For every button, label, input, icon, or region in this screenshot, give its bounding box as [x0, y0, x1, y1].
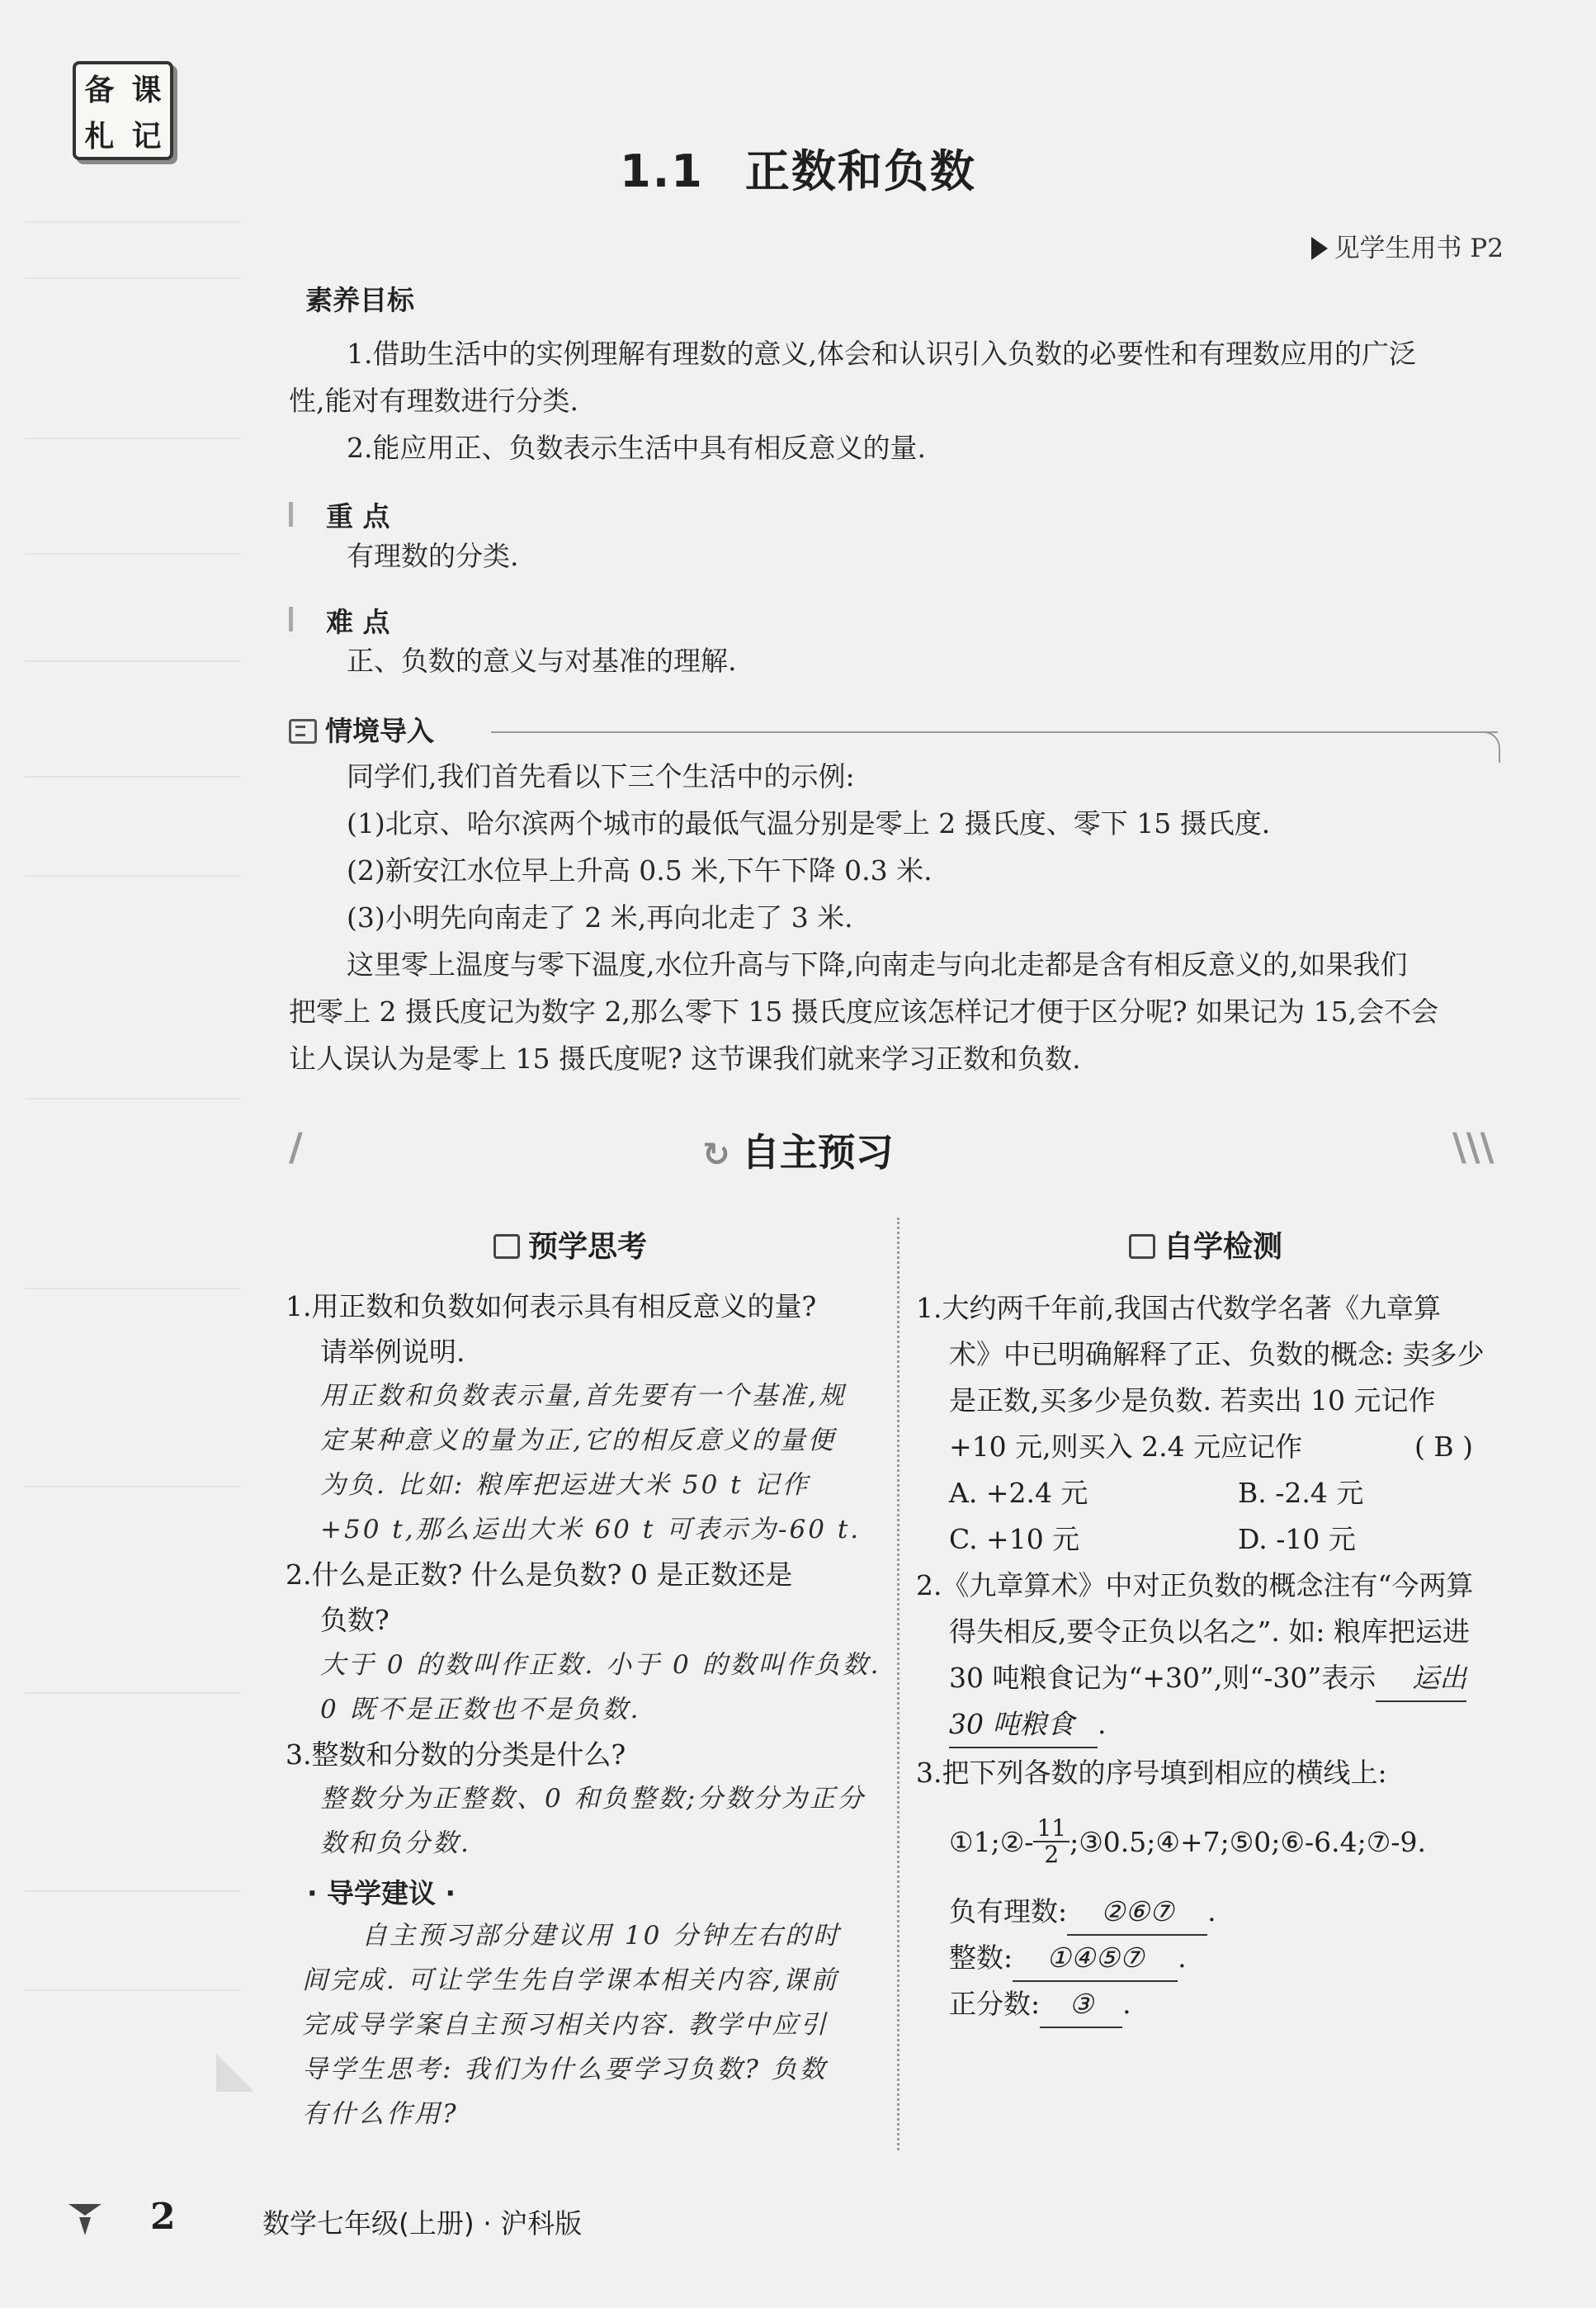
banner-text: 自主预习 — [741, 1130, 894, 1175]
left-q2-line-1: 2.什么是正数? 什么是负数? 0 是正数还是 — [286, 1558, 793, 1591]
left-q1-line-1: 1.用正数和负数如何表示具有相反意义的量? — [286, 1290, 817, 1322]
numbers-part-1: ①1;②- — [949, 1825, 1034, 1858]
context-example-1: (1)北京、哈尔滨两个城市的最低气温分别是零上 2 摄氏度、零下 15 摄氏度. — [347, 807, 1271, 839]
advice-line-1: 自主预习部分建议用 10 分钟左右的时 — [361, 1921, 842, 1951]
context-paragraph-line-3: 让人误认为是零上 15 摄氏度呢? 这节课我们就来学习正数和负数. — [289, 1043, 1081, 1075]
right-q1-line-1: 1.大约两千年前,我国古代数学名著《九章算 — [916, 1292, 1441, 1324]
left-heading-text: 预学思考 — [528, 1230, 648, 1264]
fraction — [1033, 1816, 1070, 1867]
margin-rule — [25, 1098, 241, 1100]
right-q1-line-2: 术》中已明确解释了正、负数的概念: 卖多少 — [949, 1338, 1485, 1370]
page-number: 2 — [150, 2196, 176, 2238]
student-book-reference — [1311, 227, 1504, 264]
margin-rule — [25, 1692, 241, 1694]
option-c: C. +10 元 — [949, 1523, 1080, 1555]
key-point-text: 有理数的分类. — [347, 540, 519, 572]
right-q1-line-3: 是正数,买多少是负数. 若卖出 10 元记作 — [949, 1384, 1436, 1416]
right-q2-line-4: 30 吨粮食 . — [949, 1701, 1107, 1748]
self-preview-banner — [0, 1123, 1596, 1177]
notebook-icon — [493, 1234, 520, 1259]
reference-text: 见学生用书 P2 — [1334, 234, 1504, 263]
context-rule-corner — [1469, 731, 1500, 763]
margin-rule — [25, 1288, 241, 1289]
context-heading — [289, 710, 434, 749]
context-paragraph-line-1: 这里零上温度与零下温度,水位升高与下降,向南走与向北走都是含有相反意义的,如果我们 — [347, 948, 1408, 981]
margin-rule — [25, 437, 241, 439]
context-example-2: (2)新安江水位早上升高 0.5 米,下午下降 0.3 米. — [347, 854, 933, 887]
difficulty-text: 正、负数的意义与对基准的理解. — [347, 645, 737, 677]
difficulty-heading: 难 点 — [326, 606, 390, 638]
left-a1-line-3: 为负. 比如: 粮库把运进大米 50 t 记作 — [320, 1470, 810, 1500]
positive-fraction-label: 正分数: — [949, 1988, 1041, 2020]
section-title: 正数和负数 — [744, 145, 976, 197]
integer-label: 整数: — [949, 1941, 1013, 1974]
right-q2-line-2: 得失相反,要令正负以名之”. 如: 粮库把运进 — [949, 1615, 1470, 1648]
number-list — [949, 1816, 1426, 1867]
left-a1-line-2: 定某种意义的量为正,它的相反意义的量便 — [320, 1426, 836, 1455]
left-a3-line-2: 数和负分数. — [320, 1828, 471, 1858]
goal-2: 2.能应用正、负数表示生活中具有相反意义的量. — [347, 432, 926, 464]
corner-decoration — [216, 2054, 254, 2092]
right-q2-line-1: 2.《九章算术》中对正负数的概念注有“今两算 — [916, 1569, 1474, 1601]
right-q2-line-3 — [949, 1655, 1466, 1702]
margin-rule — [25, 660, 241, 662]
answer-blank: 30 吨粮食 — [949, 1701, 1098, 1748]
positive-fractions-row: 正分数: ③ . — [949, 1981, 1131, 2028]
margin-rule — [25, 221, 241, 223]
advice-line-3: 完成导学案自主预习相关内容. 教学中应引 — [302, 2010, 829, 2040]
stamp-char: 课 — [131, 73, 162, 107]
left-column-heading — [493, 1223, 647, 1265]
context-example-3: (3)小明先向南走了 2 米,再向北走了 3 米. — [347, 901, 853, 934]
banner-left-slash: / — [289, 1124, 303, 1169]
answer-blank: ①④⑤⑦ — [1013, 1935, 1178, 1982]
left-q2-line-2: 负数? — [320, 1604, 390, 1636]
goal-1-line-2: 性,能对有理数进行分类. — [289, 385, 578, 417]
negative-label: 负有理数: — [949, 1895, 1068, 1927]
margin-rule — [25, 1989, 241, 1991]
right-q1-answer: ( B ) — [1414, 1431, 1473, 1463]
integers-row: 整数: ①④⑤⑦ . — [949, 1935, 1187, 1982]
context-heading-text: 情境导入 — [325, 715, 434, 747]
stamp-char: 备 — [84, 73, 115, 107]
right-column-heading — [1129, 1223, 1282, 1265]
option-a: A. +2.4 元 — [949, 1477, 1088, 1509]
play-triangle-icon — [1311, 237, 1328, 260]
left-a2-line-1: 大于 0 的数叫作正数. 小于 0 的数叫作负数. — [320, 1650, 881, 1680]
banner-right-slash: \\\ — [1452, 1124, 1494, 1169]
q2-line-3-text: 30 吨粮食记为“+30”,则“-30”表示 — [949, 1662, 1376, 1694]
section-marker — [289, 502, 293, 527]
screen-icon — [289, 719, 317, 744]
section-number: 1.1 — [620, 145, 704, 197]
page-title — [0, 136, 1596, 200]
column-divider — [897, 1218, 900, 2150]
footer-arrow-icon — [64, 2197, 106, 2239]
goals-heading: 素养目标 — [305, 284, 414, 316]
option-d: D. -10 元 — [1238, 1523, 1356, 1555]
advice-line-2: 间完成. 可让学生先自学课本相关内容,课前 — [302, 1965, 839, 1995]
left-a2-line-2: 0 既不是正数也不是负数. — [320, 1695, 641, 1724]
margin-rule — [25, 1890, 241, 1892]
study-advice-heading: · 导学建议 · — [307, 1877, 456, 1909]
margin-rule — [25, 1486, 241, 1487]
key-point-heading: 重 点 — [326, 500, 390, 532]
checklist-icon — [1129, 1234, 1155, 1259]
stamp-char: 札 — [84, 119, 115, 154]
fraction-denominator: 2 — [1044, 1841, 1060, 1868]
stamp-char: 记 — [131, 119, 162, 154]
right-heading-text: 自学检测 — [1164, 1230, 1283, 1264]
left-q3: 3.整数和分数的分类是什么? — [286, 1738, 626, 1771]
margin-rule — [25, 553, 241, 555]
advice-line-4: 导学生思考: 我们为什么要学习负数? 负数 — [302, 2055, 828, 2084]
answer-blank: ②⑥⑦ — [1067, 1889, 1207, 1936]
swirl-icon: ↻ — [702, 1136, 730, 1174]
context-intro: 同学们,我们首先看以下三个生活中的示例: — [347, 760, 855, 792]
margin-rule — [25, 277, 241, 279]
answer-blank: 运出 — [1376, 1655, 1466, 1702]
margin-rule — [25, 875, 241, 877]
left-q1-line-2: 请举例说明. — [320, 1336, 465, 1368]
book-title: 数学七年级(上册) · 沪科版 — [262, 2207, 583, 2239]
right-q1-line-4: +10 元,则买入 2.4 元应记作 — [949, 1431, 1303, 1463]
fraction-numerator: 11 — [1033, 1816, 1070, 1842]
context-rule — [491, 731, 1498, 733]
left-a3-line-1: 整数分为正整数、0 和负整数;分数分为正分 — [320, 1784, 866, 1814]
right-q3: 3.把下列各数的序号填到相应的横线上: — [916, 1757, 1387, 1789]
advice-line-5: 有什么作用? — [302, 2099, 459, 2129]
left-a1-line-4: +50 t,那么运出大米 60 t 可表示为-60 t. — [320, 1515, 862, 1544]
left-a1-line-1: 用正数和负数表示量,首先要有一个基准,规 — [320, 1381, 847, 1411]
margin-rule — [25, 776, 241, 778]
option-b: B. -2.4 元 — [1238, 1477, 1364, 1509]
answer-blank: ③ — [1040, 1981, 1122, 2028]
negative-rationals-row: 负有理数: ②⑥⑦ . — [949, 1889, 1216, 1936]
numbers-part-2: ;③0.5;④+7;⑤0;⑥-6.4;⑦-9. — [1070, 1825, 1426, 1858]
goal-1-line-1: 1.借助生活中的实例理解有理数的意义,体会和认识引入负数的必要性和有理数应用的广泛 — [347, 338, 1416, 370]
context-paragraph-line-2: 把零上 2 摄氏度记为数字 2,那么零下 15 摄氏度应该怎样记才便于区分呢? 如果记为 15,会不会 — [289, 996, 1439, 1028]
section-marker — [289, 607, 293, 631]
